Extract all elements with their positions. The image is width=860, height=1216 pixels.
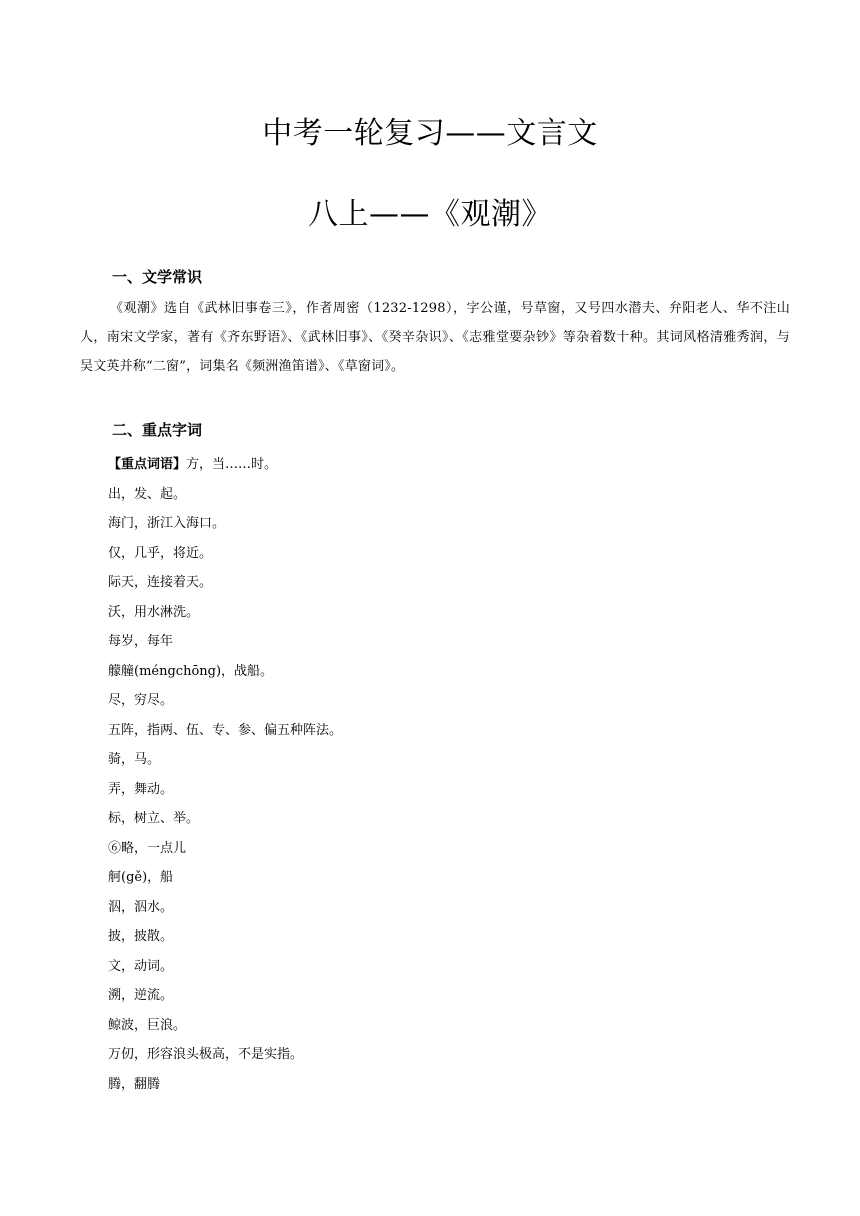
- vocabulary-item: 舸(gě)，船: [108, 870, 174, 885]
- section-heading-literature: 一、文学常识: [112, 268, 203, 286]
- vocabulary-item: 万仞，形容浪头极高，不是实指。: [108, 1047, 304, 1062]
- vocabulary-item: 艨艟(méngchōng)，战船。: [108, 663, 274, 679]
- vocabulary-item: 骑，马。: [108, 752, 161, 767]
- vocabulary-item: 沃，用水淋洗。: [108, 604, 200, 620]
- vocabulary-item: 披，披散。: [108, 929, 174, 944]
- vocabulary-text: 方，当……时。: [186, 457, 278, 472]
- vocabulary-item: 溯，逆流。: [108, 988, 174, 1003]
- vocabulary-item: 五阵，指两、伍、专、参、偏五种阵法。: [108, 722, 343, 738]
- vocabulary-item: 际天，连接着天。: [108, 575, 213, 590]
- vocabulary-list: [108, 450, 342, 1099]
- vocabulary-item: 腾，翻腾: [108, 1076, 161, 1092]
- vocabulary-item: 海门，浙江入海口。: [108, 516, 226, 531]
- vocabulary-item: 每岁，每年: [108, 634, 174, 649]
- vocabulary-item: [108, 450, 342, 480]
- vocabulary-item: 标，树立、举。: [108, 811, 200, 826]
- vocabulary-item: 弄，舞动。: [108, 781, 174, 797]
- document-subtitle: 八上——《观潮》: [308, 197, 552, 232]
- vocabulary-item: 泅，泅水。: [108, 899, 174, 915]
- vocabulary-item: 出，发、起。: [108, 486, 187, 502]
- vocabulary-item: 仅，几乎，将近。: [108, 545, 213, 561]
- vocabulary-item: ⑥略，一点儿: [108, 840, 187, 856]
- vocabulary-item: 尽，穷尽。: [108, 693, 174, 708]
- key-words-label: 【重点词语】: [108, 457, 187, 472]
- literature-paragraph: 《观潮》选自《武林旧事卷三》，作者周密（1232-1298），字公谨，号草窗，又号四水潜夫、弁阳老人、华不注山人，南宋文学家，著有《齐东野语》、《武林旧事》、《癸辛杂识》、《志雅堂要杂钞》等杂着数十种。其词风格清雅秀润，与吴文英并称“二窗”，词集名《频洲渔笛谱》、《草窗词》。: [80, 301, 790, 374]
- document-title: 中考一轮复习——文言文: [262, 116, 598, 151]
- section-heading-vocabulary: 二、重点字词: [112, 421, 203, 439]
- vocabulary-item: 鲸波，巨浪。: [108, 1017, 187, 1033]
- vocabulary-item: 文，动词。: [108, 958, 174, 974]
